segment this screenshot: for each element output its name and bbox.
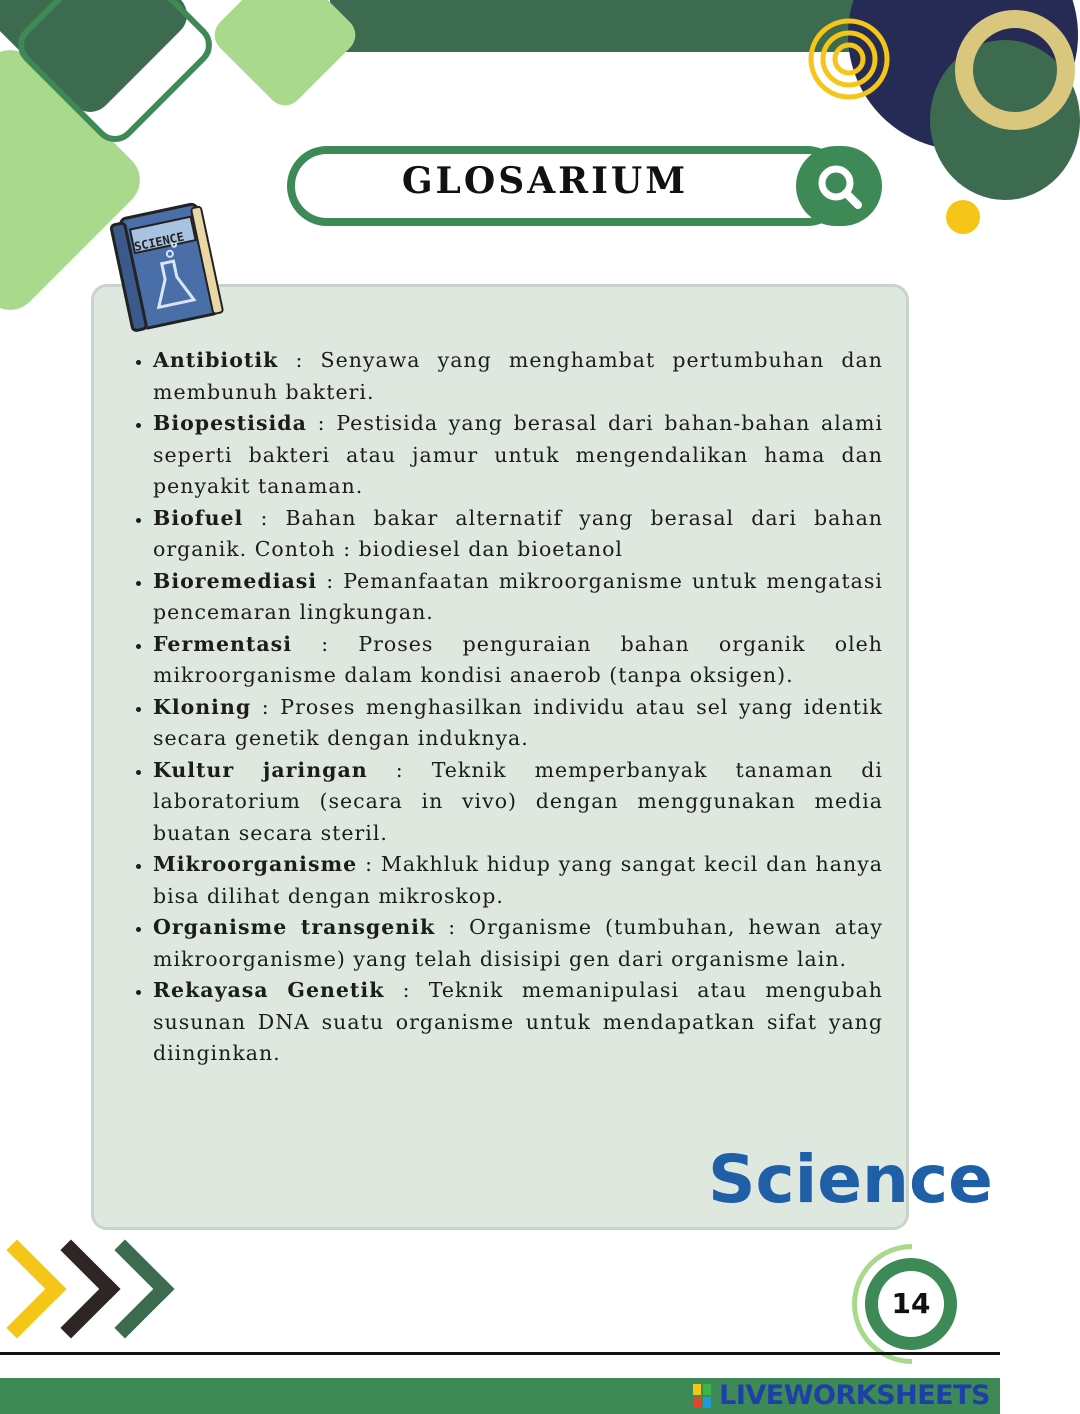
glossary-sep: : xyxy=(306,411,337,435)
book-label: SCIENCE xyxy=(132,229,186,254)
decor-yellow-dot xyxy=(946,200,980,234)
glossary-item xyxy=(153,755,883,850)
search-button[interactable] xyxy=(796,146,882,226)
glossary-definition: Senyawa yang menghambat pertumbuhan dan membunuh bakteri. xyxy=(153,348,883,404)
glossary-sep: : xyxy=(243,505,286,530)
glossary-definition: Organisme (tumbuhan, hewan atay mikroorganisme) yang telah disisipi gen dari organisme lain. xyxy=(153,915,883,971)
glossary-sep: : xyxy=(292,631,359,656)
glossary-term: Kultur jaringan xyxy=(153,757,368,782)
glossary-definition: Proses menghasilkan individu atau sel yang identik secara genetik dengan induknya. xyxy=(153,694,883,750)
glossary-list xyxy=(120,345,883,1070)
page-number: 14 xyxy=(891,1287,931,1320)
science-logo xyxy=(700,1120,993,1220)
glossary-sep: : xyxy=(384,978,429,1002)
bottom-rule xyxy=(0,1352,1000,1355)
glossary-term: Biofuel xyxy=(153,505,244,530)
glossary-term: Rekayasa Genetik xyxy=(153,978,385,1002)
glossary-definition: Pestisida yang berasal dari bahan-bahan alami seperti bakteri atau jamur untuk mengendalikan hama dan penyakit tanaman. xyxy=(153,411,883,498)
glossary-item xyxy=(153,408,883,503)
glossary-definition: Proses penguraian bahan organik oleh mikroorganisme dalam kondisi anaerob (tanpa oksigen). xyxy=(153,631,883,687)
glossary-term: Biopestisida xyxy=(153,411,307,435)
glossary-sep: : xyxy=(278,348,321,372)
glossary-definition: Bahan bakar alternatif yang berasal dari bahan organik. Contoh : biodiesel dan bioetanol xyxy=(153,505,883,561)
glossary-sep: : xyxy=(357,852,381,876)
glossary-item xyxy=(153,912,883,975)
page-title: GLOSARIUM xyxy=(401,160,689,202)
glossary-sep: : xyxy=(435,915,470,939)
glossary-item xyxy=(153,849,883,912)
liveworksheets-watermark[interactable]: LIVEWORKSHEETS xyxy=(719,1380,990,1411)
glossary-term: Antibiotik xyxy=(153,348,279,372)
glossary-item xyxy=(153,975,883,1070)
glossary-term: Kloning xyxy=(153,694,252,719)
glossary-term: Organisme transgenik xyxy=(153,915,436,939)
glossary-item xyxy=(153,629,883,692)
glossary-item xyxy=(153,503,883,566)
glossary-sep: : xyxy=(251,694,281,719)
glossary-item xyxy=(153,345,883,408)
glossary-term: Mikroorganisme xyxy=(153,852,358,876)
glossary-definition: Teknik memanipulasi atau mengubah susunan DNA suatu organisme untuk mendapatkan sifat yang diinginkan. xyxy=(153,978,883,1065)
glossary-item xyxy=(153,692,883,755)
chevron-green xyxy=(76,1240,175,1339)
search-icon xyxy=(796,146,882,226)
glossary-definition: Makhluk hidup yang sangat kecil dan hanya bisa dilihat dengan mikroskop. xyxy=(153,852,883,908)
glossary-definition: Teknik memperbanyak tanaman di laboratorium (secara in vivo) dengan menggunakan media buatan secara steril. xyxy=(153,757,883,845)
glossary-term: Fermentasi xyxy=(153,631,292,656)
glossary-term: Bioremediasi xyxy=(153,568,318,593)
decor-concentric-circles xyxy=(806,16,892,102)
glossary-sep: : xyxy=(317,568,344,593)
glossary-item xyxy=(153,566,883,629)
decor-beige-ring xyxy=(955,10,1075,130)
science-logo-text: Science xyxy=(708,1141,993,1218)
decor-square-light xyxy=(207,0,363,113)
glossary-definition: Pemanfaatan mikroorganisme untuk mengatasi pencemaran lingkungan. xyxy=(153,568,883,624)
glossary-sep: : xyxy=(367,757,432,782)
science-book-icon xyxy=(112,196,228,332)
